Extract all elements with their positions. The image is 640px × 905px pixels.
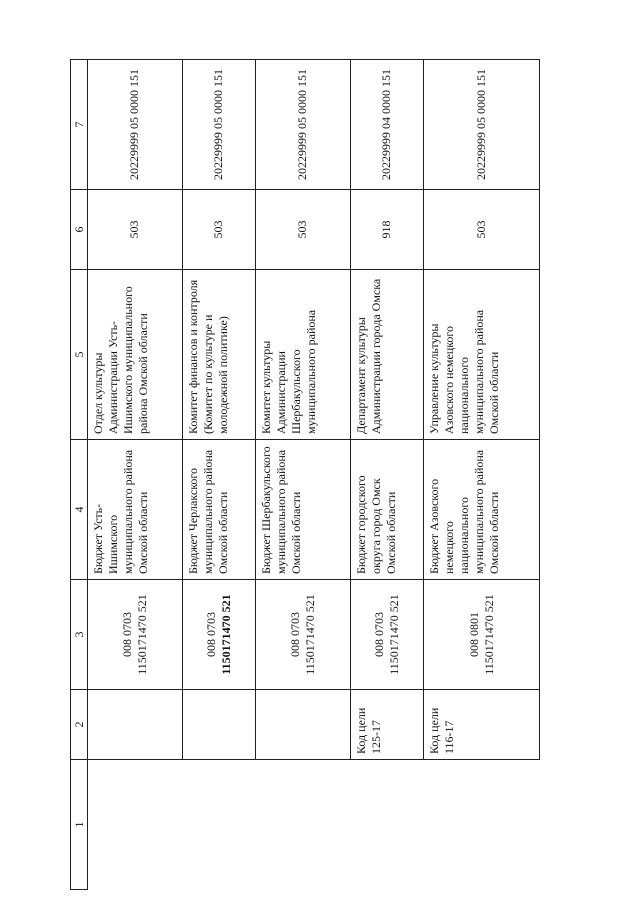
budget-name-cell: Бюджет Азовского немецкого национального муниципального района Омской области bbox=[424, 440, 540, 580]
classification-code-cell bbox=[256, 580, 351, 690]
admin-code-cell: 503 bbox=[256, 190, 351, 270]
table-row bbox=[88, 60, 183, 890]
admin-code-cell: 503 bbox=[424, 190, 540, 270]
classification-code-cell bbox=[350, 580, 423, 690]
admin-code-cell: 918 bbox=[350, 190, 423, 270]
classification-code-cell bbox=[424, 580, 540, 690]
revenue-code-cell: 20229999 05 0000 151 bbox=[182, 60, 255, 190]
budget-name-cell: Бюджет Шербакульского муниципального района Омской области bbox=[256, 440, 351, 580]
column-number-1: 1 bbox=[71, 760, 88, 890]
administrator-cell: Комитет финансов и контроля (Комитет по культуре и молодежной политике) bbox=[182, 270, 255, 440]
target-code-cell bbox=[182, 690, 255, 760]
budget-name-cell: Бюджет городского округа город Омск Омской области bbox=[350, 440, 423, 580]
budget-name-cell: Бюджет Усть-Ишимского муниципального района Омской области bbox=[88, 440, 183, 580]
revenue-code-cell: 20229999 05 0000 151 bbox=[256, 60, 351, 190]
classification-code-cell bbox=[88, 580, 183, 690]
revenue-code-cell: 20229999 04 0000 151 bbox=[350, 60, 423, 190]
column-number-6: 6 bbox=[71, 190, 88, 270]
column-number-2: 2 bbox=[71, 690, 88, 760]
revenue-code-cell: 20229999 05 0000 151 bbox=[424, 60, 540, 190]
column-number-3: 3 bbox=[71, 580, 88, 690]
administrator-cell: Отдел культуры Администрации Усть-Ишимского муниципального района Омской области bbox=[88, 270, 183, 440]
section-code: 008 0801 bbox=[466, 612, 481, 657]
expense-code: 1150171470 521 bbox=[386, 594, 401, 675]
administrator-cell: Департамент культуры Администрации города Омска bbox=[350, 270, 423, 440]
budget-allocation-table bbox=[70, 59, 540, 890]
column-number-5: 5 bbox=[71, 270, 88, 440]
rotated-document-page bbox=[70, 60, 540, 890]
section-code: 008 0703 bbox=[371, 612, 386, 657]
column-number-row bbox=[71, 60, 88, 890]
target-code-cell: Код цели 116-17 bbox=[424, 690, 540, 760]
admin-code-cell: 503 bbox=[182, 190, 255, 270]
section-code: 008 0703 bbox=[287, 612, 302, 657]
admin-code-cell: 503 bbox=[88, 190, 183, 270]
target-code-cell bbox=[256, 690, 351, 760]
administrator-cell: Комитет культуры Администрации Шербакульского муниципального района bbox=[256, 270, 351, 440]
target-code-cell bbox=[88, 690, 183, 760]
expense-code: 1150171470 521 bbox=[302, 594, 317, 675]
administrator-cell: Управление культуры Азовского немецкого национального муниципального района Омской области bbox=[424, 270, 540, 440]
classification-code-cell bbox=[182, 580, 255, 690]
column-number-7: 7 bbox=[71, 60, 88, 190]
expense-code: 1150171470 521 bbox=[218, 594, 233, 675]
section-code: 008 0703 bbox=[203, 612, 218, 657]
expense-code: 1150171470 521 bbox=[134, 594, 149, 675]
section-code: 008 0703 bbox=[119, 612, 134, 657]
revenue-code-cell: 20229999 05 0000 151 bbox=[88, 60, 183, 190]
target-code-cell: Код цели 125-17 bbox=[350, 690, 423, 760]
column-number-4: 4 bbox=[71, 440, 88, 580]
column-1-cell bbox=[88, 760, 540, 890]
budget-name-cell: Бюджет Черлакского муниципального района Омской области bbox=[182, 440, 255, 580]
expense-code: 1150171470 521 bbox=[481, 594, 496, 675]
